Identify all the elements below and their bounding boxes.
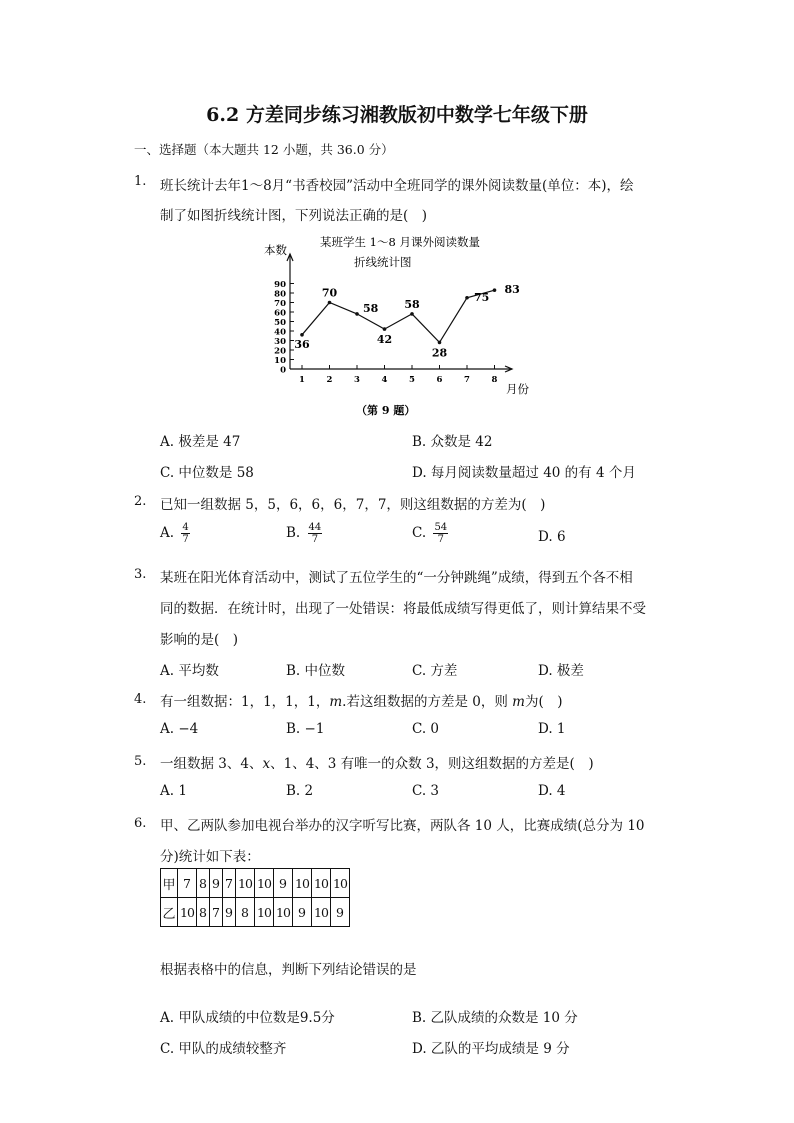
x-tick-label: 5 bbox=[409, 375, 415, 385]
table-cell: 7 bbox=[178, 869, 197, 898]
y-tick-label: 30 bbox=[274, 337, 286, 347]
option-label: A. bbox=[160, 525, 175, 541]
y-tick-label: 60 bbox=[274, 308, 286, 319]
table-row-header: 甲 bbox=[161, 869, 178, 898]
text-segment: 、1、4、3 有唯一的众数 3，则这组数据的方差是( ) bbox=[270, 756, 594, 772]
option-a[interactable]: A. 1 bbox=[160, 783, 187, 799]
x-tick-label: 3 bbox=[354, 375, 360, 385]
option-b[interactable] bbox=[286, 522, 322, 545]
section-heading: 一、选择题（本大题共 12 小题，共 36.0 分） bbox=[134, 142, 394, 157]
math-variable: m bbox=[512, 694, 525, 710]
option-d[interactable]: D. 乙队的平均成绩是 9 分 bbox=[412, 1041, 570, 1057]
page-title: 6.2 方差同步练习湘教版初中数学七年级下册 bbox=[206, 104, 588, 126]
data-point bbox=[300, 333, 304, 337]
option-label: C. bbox=[412, 525, 427, 541]
table-cell: 10 bbox=[312, 869, 331, 898]
fraction bbox=[181, 522, 189, 545]
option-b[interactable]: B. 乙队成绩的众数是 10 分 bbox=[412, 1010, 578, 1026]
table-cell: 10 bbox=[312, 898, 331, 927]
question-text: 甲、乙两队参加电视台举办的汉字听写比赛，两队各 10 人，比赛成绩(总分为 10 bbox=[160, 818, 645, 834]
option-b[interactable]: B. 2 bbox=[286, 783, 314, 799]
x-tick-label: 7 bbox=[464, 375, 470, 385]
y-tick-label: 10 bbox=[274, 356, 286, 366]
table-cell: 10 bbox=[236, 869, 255, 898]
chart-ylabel: 本数 bbox=[264, 243, 287, 257]
table-cell: 9 bbox=[331, 898, 350, 927]
question-number: 4. bbox=[134, 692, 147, 707]
option-d[interactable]: D. 极差 bbox=[538, 663, 584, 679]
question-text bbox=[160, 690, 563, 710]
y-tick-label: 0 bbox=[280, 365, 286, 376]
x-tick-label: 4 bbox=[381, 375, 388, 385]
question-number: 5. bbox=[134, 754, 147, 769]
x-tick-label: 1 bbox=[299, 375, 305, 385]
table-cell: 8 bbox=[197, 869, 210, 898]
y-tick-label: 70 bbox=[274, 299, 286, 309]
x-tick-label: 6 bbox=[436, 375, 443, 385]
data-label: 70 bbox=[321, 286, 338, 300]
question-text: 制了如图折线统计图，下列说法正确的是( ) bbox=[160, 208, 428, 224]
text-segment: 一组数据 3、4、 bbox=[160, 756, 263, 772]
x-tick-label: 2 bbox=[326, 375, 333, 385]
chart-caption: （第 9 题） bbox=[356, 404, 416, 417]
question-number: 6. bbox=[134, 816, 147, 831]
option-b[interactable]: B. −1 bbox=[286, 721, 325, 737]
y-tick-label: 80 bbox=[274, 289, 286, 300]
y-tick-label: 40 bbox=[274, 327, 286, 338]
table-cell: 9 bbox=[274, 869, 293, 898]
question-text bbox=[160, 752, 594, 772]
y-tick-label: 90 bbox=[274, 280, 286, 290]
data-point bbox=[383, 327, 387, 331]
fraction-numerator: 4 bbox=[182, 522, 189, 533]
question-text: 某班在阳光体育活动中，测试了五位学生的“一分钟跳绳”成绩，得到五个各不相 bbox=[160, 570, 633, 586]
line-chart bbox=[250, 232, 550, 422]
data-label: 28 bbox=[431, 346, 448, 360]
fraction-numerator: 54 bbox=[434, 522, 448, 533]
table-cell: 10 bbox=[274, 898, 293, 927]
option-c[interactable]: C. 3 bbox=[412, 783, 440, 799]
option-a[interactable]: A. −4 bbox=[160, 721, 199, 737]
fraction-denominator: 7 bbox=[311, 534, 319, 545]
table-cell: 9 bbox=[223, 898, 236, 927]
option-c[interactable]: C. 0 bbox=[412, 721, 440, 737]
data-label: 36 bbox=[294, 337, 310, 351]
question-text: 班长统计去年1～8月“书香校园”活动中全班同学的课外阅读数量(单位：本)，绘 bbox=[160, 178, 634, 194]
option-a[interactable]: A. 平均数 bbox=[160, 663, 219, 679]
option-c[interactable]: C. 甲队的成绩较整齐 bbox=[160, 1041, 287, 1057]
table-cell: 9 bbox=[210, 869, 223, 898]
option-a[interactable]: A. 甲队成绩的中位数是9.5分 bbox=[160, 1010, 335, 1026]
option-value: 6 bbox=[556, 529, 566, 545]
data-label: 83 bbox=[504, 283, 520, 297]
data-point bbox=[328, 301, 332, 305]
data-point bbox=[410, 312, 414, 316]
data-point bbox=[465, 296, 469, 300]
fraction-denominator: 7 bbox=[437, 534, 444, 545]
data-point bbox=[493, 288, 497, 292]
table-cell: 8 bbox=[236, 898, 255, 927]
question-text: 同的数据．在统计时，出现了一处错误：将最低成绩写得更低了，则计算结果不受 bbox=[160, 601, 646, 617]
option-d[interactable] bbox=[538, 529, 566, 545]
table-row-header: 乙 bbox=[161, 898, 178, 927]
math-variable: m bbox=[329, 694, 343, 710]
table-cell: 8 bbox=[197, 898, 210, 927]
text-segment: 有一组数据：1，1，1，1， bbox=[160, 694, 330, 710]
option-d[interactable]: D. 每月阅读数量超过 40 的有 4 个月 bbox=[412, 465, 636, 481]
fraction bbox=[308, 522, 323, 545]
data-point bbox=[355, 312, 359, 316]
math-variable: x bbox=[262, 756, 271, 772]
x-tick-label: 8 bbox=[491, 375, 498, 385]
table-cell: 10 bbox=[293, 869, 312, 898]
data-label: 42 bbox=[376, 333, 393, 347]
option-a[interactable] bbox=[160, 522, 190, 545]
option-c[interactable]: C. 中位数是 58 bbox=[160, 465, 254, 481]
data-point bbox=[438, 341, 442, 345]
question-number: 2. bbox=[134, 494, 147, 509]
option-b[interactable]: B. 中位数 bbox=[286, 663, 346, 679]
question-text: 根据表格中的信息，判断下列结论错误的是 bbox=[160, 962, 417, 978]
chart-xlabel: 月份 bbox=[506, 382, 529, 396]
table-row bbox=[161, 898, 350, 927]
question-text: 影响的是( ) bbox=[160, 632, 239, 648]
fraction bbox=[433, 522, 448, 545]
question-number: 3. bbox=[134, 567, 147, 582]
data-label: 75 bbox=[474, 290, 490, 304]
option-label: B. bbox=[286, 525, 301, 541]
y-tick-label: 50 bbox=[274, 318, 286, 328]
question-text: 已知一组数据 5，5，6，6，6，7，7，则这组数据的方差为( ) bbox=[160, 497, 546, 513]
option-c[interactable]: C. 方差 bbox=[412, 663, 458, 679]
table-cell: 10 bbox=[255, 898, 274, 927]
table-cell: 10 bbox=[178, 898, 197, 927]
question-number: 1. bbox=[134, 174, 147, 189]
score-table bbox=[160, 868, 350, 927]
option-a[interactable]: A. 极差是 47 bbox=[160, 434, 241, 450]
y-tick-label: 20 bbox=[274, 346, 286, 357]
chart-title: 某班学生 1～8 月课外阅读数量 bbox=[320, 235, 480, 249]
table-row bbox=[161, 869, 350, 898]
table-cell: 10 bbox=[331, 869, 350, 898]
data-label: 58 bbox=[404, 297, 420, 311]
chart-series bbox=[294, 283, 519, 359]
option-c[interactable] bbox=[412, 522, 448, 545]
option-d[interactable]: D. 4 bbox=[538, 783, 566, 799]
text-segment: .若这组数据的方差是 0，则 bbox=[342, 694, 513, 710]
option-label: D. bbox=[538, 529, 553, 545]
data-label: 58 bbox=[363, 301, 379, 315]
fraction-denominator: 7 bbox=[182, 534, 189, 545]
table-cell: 10 bbox=[255, 869, 274, 898]
question-text: 分)统计如下表： bbox=[160, 849, 260, 865]
table-cell: 7 bbox=[223, 869, 236, 898]
option-b[interactable]: B. 众数是 42 bbox=[412, 434, 493, 450]
text-segment: 为( ) bbox=[524, 694, 563, 710]
table-cell: 7 bbox=[210, 898, 223, 927]
chart-subtitle: 折线统计图 bbox=[354, 255, 412, 269]
fraction-numerator: 44 bbox=[308, 522, 322, 533]
option-d[interactable]: D. 1 bbox=[538, 721, 566, 737]
table-cell: 9 bbox=[293, 898, 312, 927]
